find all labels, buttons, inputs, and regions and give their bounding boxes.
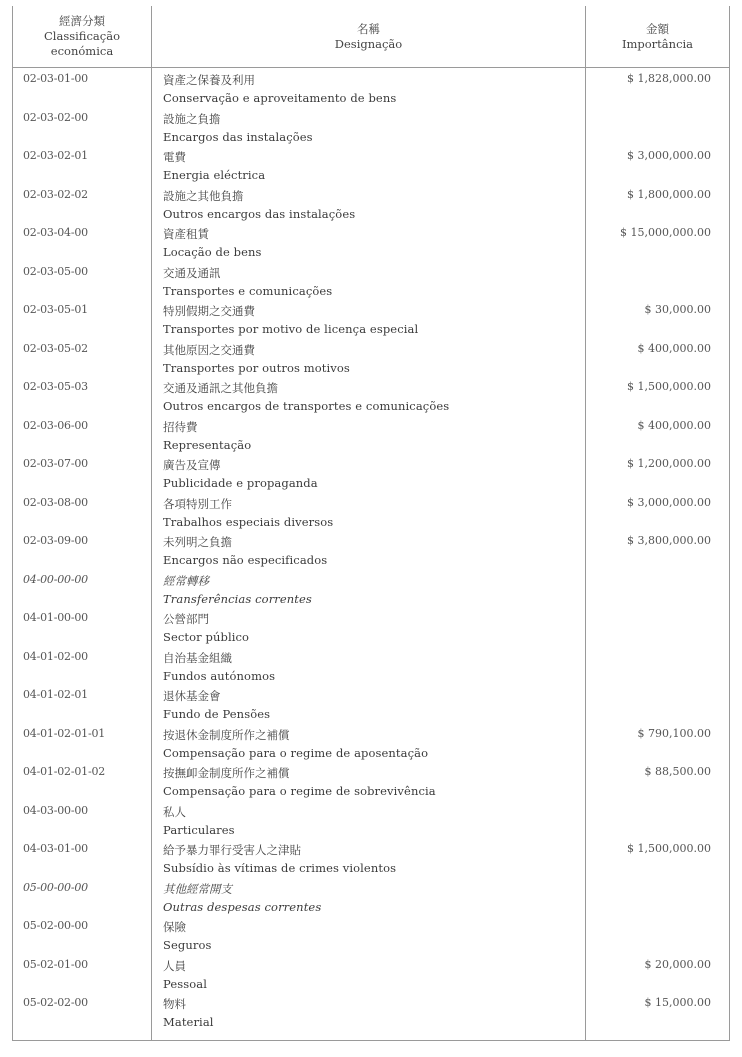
row-designation-zh: 各項特別工作 — [163, 496, 232, 511]
row-designation-zh: 其他原因之交通費 — [163, 342, 255, 357]
header-classification-pt-1: Classificação — [43, 29, 120, 43]
row-designation-pt: Publicidade e propaganda — [163, 476, 318, 490]
row-code: 02-03-02-01 — [23, 149, 88, 162]
row-designation-pt: Encargos das instalações — [163, 129, 313, 144]
header-classification-zh: 經濟分類 — [59, 14, 105, 28]
row-designation-pt: Fundo de Pensões — [163, 707, 271, 721]
row-designation-pt: Fundos autónomos — [163, 668, 276, 683]
row-designation-zh: 給予暴力罪行受害人之津貼 — [163, 843, 301, 857]
row-designation-zh: 未列明之負擔 — [163, 535, 232, 549]
table-row — [13, 107, 729, 146]
table-row — [13, 800, 729, 839]
row-designation-zh: 設施之負擔 — [163, 111, 221, 126]
table-row — [13, 376, 729, 415]
table-row — [13, 954, 729, 993]
table-row — [13, 68, 729, 107]
table-row — [13, 530, 729, 569]
table-row — [13, 261, 729, 300]
row-designation-pt: Outras despesas correntes — [163, 899, 322, 914]
row-code: 04-01-00-00 — [23, 611, 88, 624]
row-designation-pt: Transportes e comunicações — [163, 283, 333, 298]
row-designation-zh: 保險 — [163, 920, 186, 934]
row-designation-pt: Sector público — [163, 630, 250, 644]
header-amount — [586, 6, 729, 67]
table-row — [13, 299, 729, 338]
row-designation-zh: 物料 — [163, 997, 186, 1011]
row-designation-pt: Outros encargos de transportes e comunicações — [163, 399, 450, 413]
row-designation-zh: 經常轉移 — [163, 573, 209, 588]
row-code: 02-03-05-00 — [23, 264, 88, 278]
row-code: 02-03-08-00 — [23, 495, 88, 509]
row-designation-pt: Compensação para o regime de aposentação — [163, 745, 429, 760]
row-code: 02-03-05-01 — [23, 303, 88, 316]
table-row — [13, 761, 729, 800]
row-designation-pt: Material — [163, 1015, 214, 1029]
header-amount-pt: Importância — [621, 36, 694, 51]
row-designation-zh: 退休基金會 — [163, 689, 221, 703]
row-code: 02-03-09-00 — [23, 534, 88, 547]
table-row — [13, 453, 729, 492]
table-body — [13, 68, 729, 1031]
header-designation-pt: Designação — [334, 36, 403, 51]
row-amount: $ 400,000.00 — [637, 418, 711, 432]
table-row — [13, 992, 729, 1031]
row-designation-zh: 特別假期之交通費 — [163, 304, 255, 318]
row-designation-pt: Representação — [163, 437, 252, 452]
row-code: 02-03-04-00 — [23, 226, 88, 239]
table-row — [13, 184, 729, 223]
row-designation-pt: Compensação para o regime de sobrevivência — [163, 784, 436, 798]
row-code: 02-03-06-00 — [23, 418, 88, 432]
row-code: 02-03-05-03 — [23, 380, 88, 393]
row-amount: $ 790,100.00 — [637, 726, 711, 740]
budget-table — [12, 6, 730, 1041]
header-designation — [152, 6, 585, 67]
row-designation-zh: 私人 — [163, 804, 186, 819]
row-amount: $ 1,800,000.00 — [627, 187, 711, 201]
row-designation-pt: Conservação e aproveitamento de bens — [163, 91, 397, 105]
row-amount: $ 88,500.00 — [644, 765, 711, 778]
row-code: 05-02-02-00 — [23, 996, 88, 1009]
row-amount: $ 15,000,000.00 — [620, 226, 711, 239]
row-code: 04-03-00-00 — [23, 803, 88, 817]
header-classification-pt-2: económica — [50, 44, 114, 58]
row-amount: $ 3,000,000.00 — [627, 495, 711, 509]
row-designation-zh: 自治基金組織 — [163, 650, 232, 665]
row-amount: $ 400,000.00 — [637, 341, 711, 355]
row-code: 05-00-00-00 — [23, 880, 88, 894]
row-code: 02-03-02-02 — [23, 187, 88, 201]
row-amount: $ 1,200,000.00 — [627, 457, 711, 470]
row-code: 02-03-07-00 — [23, 457, 88, 470]
table-row — [13, 723, 729, 762]
row-code: 04-03-01-00 — [23, 842, 88, 855]
row-designation-zh: 資產之保養及利用 — [163, 73, 255, 87]
row-designation-zh: 電費 — [163, 150, 186, 164]
row-code: 02-03-02-00 — [23, 110, 88, 124]
row-code: 05-02-00-00 — [23, 919, 88, 932]
row-designation-pt: Energia eléctrica — [163, 168, 266, 182]
row-designation-zh: 按退休金制度所作之補償 — [163, 727, 290, 742]
row-amount: $ 3,800,000.00 — [627, 534, 711, 547]
table-row — [13, 607, 729, 646]
row-designation-zh: 公營部門 — [163, 612, 209, 626]
table-row — [13, 838, 729, 877]
row-designation-zh: 招待費 — [163, 419, 198, 434]
row-designation-zh: 設施之其他負擔 — [163, 188, 244, 203]
table-row — [13, 877, 729, 916]
row-code: 04-01-02-01-01 — [23, 726, 106, 740]
row-designation-zh: 交通及通訊 — [163, 265, 221, 280]
table-row — [13, 338, 729, 377]
row-code: 04-01-02-01-02 — [23, 765, 106, 778]
row-designation-pt: Subsídio às vítimas de crimes violentos — [163, 861, 397, 875]
row-amount: $ 20,000.00 — [644, 957, 711, 971]
row-code: 04-01-02-00 — [23, 649, 88, 663]
row-amount: $ 1,500,000.00 — [627, 842, 711, 855]
table-row — [13, 646, 729, 685]
row-amount: $ 15,000.00 — [644, 996, 711, 1009]
row-designation-zh: 人員 — [163, 958, 186, 973]
table-row — [13, 569, 729, 608]
row-designation-pt: Pessoal — [163, 976, 207, 991]
row-designation-zh: 其他經常開支 — [163, 881, 232, 896]
row-amount: $ 3,000,000.00 — [627, 149, 711, 162]
table-row — [13, 415, 729, 454]
table-row — [13, 492, 729, 531]
row-code: 04-00-00-00 — [23, 572, 88, 586]
table-row — [13, 222, 729, 261]
header-amount-zh: 金額 — [646, 21, 669, 36]
row-designation-pt: Trabalhos especiais diversos — [163, 514, 334, 529]
table-row — [13, 915, 729, 954]
table-row — [13, 684, 729, 723]
row-amount: $ 30,000.00 — [644, 303, 711, 316]
header-designation-zh: 名稱 — [357, 21, 380, 36]
row-amount: $ 1,828,000.00 — [627, 72, 711, 85]
row-designation-pt: Transferências correntes — [163, 591, 312, 606]
row-designation-pt: Outros encargos das instalações — [163, 206, 356, 221]
row-designation-pt: Transportes por motivo de licença especial — [163, 322, 419, 336]
row-designation-zh: 廣告及宣傳 — [163, 458, 221, 472]
row-code: 04-01-02-01 — [23, 688, 88, 701]
row-code: 02-03-01-00 — [23, 72, 88, 85]
row-designation-pt: Encargos não especificados — [163, 553, 328, 567]
row-code: 02-03-05-02 — [23, 341, 88, 355]
table-row — [13, 145, 729, 184]
row-designation-zh: 按撫卹金制度所作之補償 — [163, 766, 290, 780]
table-header — [13, 6, 729, 68]
row-designation-zh: 資產租賃 — [163, 227, 209, 241]
row-designation-pt: Seguros — [163, 938, 212, 952]
row-designation-pt: Particulares — [163, 822, 235, 837]
row-designation-zh: 交通及通訊之其他負擔 — [163, 381, 278, 395]
row-code: 05-02-01-00 — [23, 957, 88, 971]
row-designation-pt: Transportes por outros motivos — [163, 360, 350, 375]
header-classification — [13, 6, 151, 67]
row-amount: $ 1,500,000.00 — [627, 380, 711, 393]
row-designation-pt: Locação de bens — [163, 245, 262, 259]
